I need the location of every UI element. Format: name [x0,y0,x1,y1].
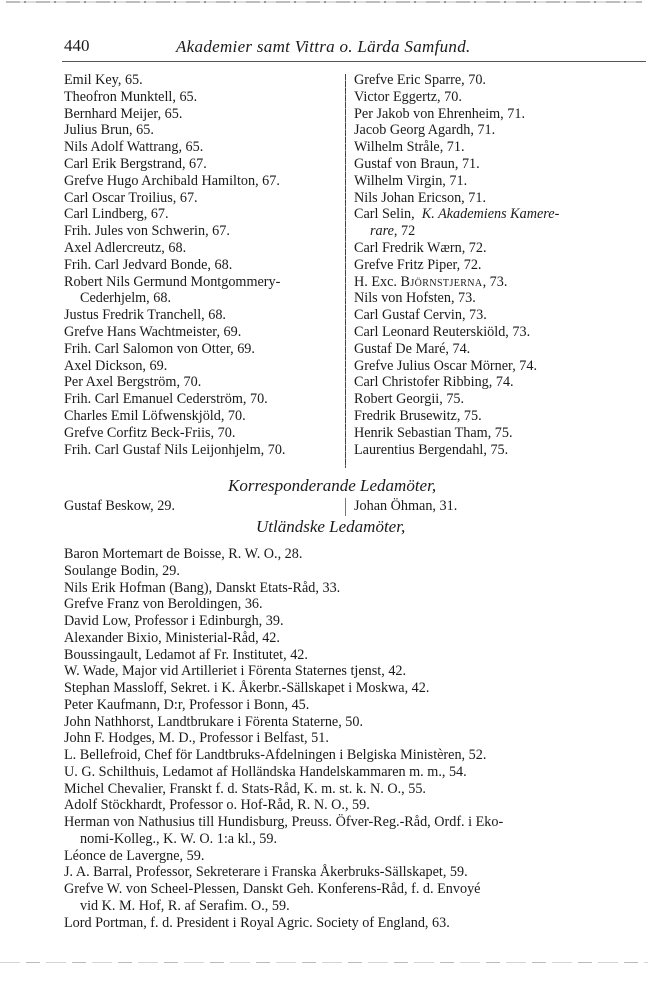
foreign-entry: David Low, Professor i Edinburgh, 39. [64,613,284,629]
foreign-entry: Alexander Bixio, Ministerial-Råd, 42. [64,629,280,646]
member-entry: Theofron Munktell, 65. [64,88,198,105]
section-heading-foreign: Utländske Ledamöter, [256,517,406,536]
foreign-entry: Grefve W. von Scheel-Plessen, Danskt Geh. Konferens-Råd, f. d. Envoyé [64,881,481,897]
member-entry: Justus Fredrik Tranchell, 68. [64,307,226,324]
foreign-members-list [64,546,648,931]
member-entry: Nils Johan Ericson, 71. [354,189,487,206]
member-entry: Axel Adlercreutz, 68. [64,239,187,256]
member-name-smallcaps: Björnstjerna [400,273,483,290]
foreign-entry: Soulange Bodin, 29. [64,562,180,579]
member-entry: Nils Adolf Wattrang, 65. [64,139,204,156]
member-title-cont: rare [370,223,394,240]
member-entry: Grefve Hugo Archibald Hamilton, 67. [64,172,280,189]
foreign-entry: Michel Chevalier, Franskt f. d. Stats-Råd, K. m. st. k. N. O., 55. [64,780,426,797]
member-entry: Carl Oscar Troilius, 67. [64,189,198,206]
foreign-entry: Baron Mortemart de Boisse, R. W. O., 28. [64,546,303,562]
member-entry: Axel Dickson, 69. [64,357,168,374]
member-entry: Bernhard Meijer, 65. [64,105,183,122]
header-rule [62,61,646,62]
foreign-entry: John F. Hodges, M. D., Professor i Belfast, 51. [64,730,329,747]
member-entry: Nils von Hofsten, 73. [354,290,476,307]
member-entry: Frih. Carl Salomon von Otter, 69. [64,340,255,357]
foreign-entry: U. G. Schilthuis, Ledamot af Holländska Handelskammaren m. m., 54. [64,763,467,780]
member-entry: Robert Georgii, 75. [354,391,465,408]
corresponding-entry: Johan Öhman, 31. [354,498,458,514]
member-entry-continuation [354,223,644,240]
member-entry: Carl Lindberg, 67. [64,206,169,223]
foreign-entry: Léonce de Lavergne, 59. [64,847,205,864]
member-name: Carl Selin, [354,206,415,223]
members-left-column [64,72,340,458]
member-entry: Carl Gustaf Cervin, 73. [354,307,487,324]
members-right-column [354,72,644,458]
foreign-entry: John Nathhorst, Landtbrukare i Förenta Staterne, 50. [64,713,364,730]
foreign-entry: Boussingault, Ledamot af Fr. Institutet, 42. [64,646,308,663]
page-header [64,36,646,62]
member-entry: Wilhelm Virgin, 71. [354,172,468,189]
member-entry [354,206,644,223]
scan-edge-top [6,1,642,3]
member-entry: Fredrik Brusewitz, 75. [354,407,482,424]
member-entry: Henrik Sebastian Tham, 75. [354,424,513,441]
foreign-entry: Herman von Nathusius till Hundisburg, Preuss. Öfver-Reg.-Råd, Ordf. i Eko- [64,814,504,830]
member-entry: Carl Leonard Reuterskiöld, 73. [354,323,531,340]
running-title: Akademier samt Vittra o. Lärda Samfund. [176,37,471,56]
member-entry: Per Axel Bergström, 70. [64,374,202,391]
member-entry: Frih. Carl Gustaf Nils Leijonhjelm, 70. [64,441,286,458]
member-entry: Per Jakob von Ehrenheim, 71. [354,105,526,122]
member-entry: Grefve Hans Wachtmeister, 69. [64,323,242,340]
foreign-entry: J. A. Barral, Professor, Sekreterare i Franska Åkerbruks-Sällskapet, 59. [64,864,468,881]
foreign-entry: W. Wade, Major vid Artilleriet i Förenta Staternes tjenst, 42. [64,663,407,680]
member-entry: Laurentius Bergendahl, 75. [354,441,509,458]
member-entry: Charles Emil Löfwenskjöld, 70. [64,407,246,424]
foreign-entry: Nils Erik Hofman (Bang), Danskt Etats-Råd, 33. [64,579,341,596]
member-entry: Julius Brun, 65. [64,122,154,139]
page-number: 440 [64,36,90,55]
member-entry: Frih. Carl Jedvard Bonde, 68. [64,256,233,273]
foreign-entry: L. Bellefroid, Chef för Landtbruks-Afdelningen i Belgiska Ministèren, 52. [64,747,487,763]
foreign-entry: Stephan Massloff, Sekret. i K. Åkerbr.-Sällskapet i Moskwa, 42. [64,680,430,696]
member-entry: Grefve Julius Oscar Mörner, 74. [354,357,538,374]
member-entry: Carl Christofer Ribbing, 74. [354,374,514,391]
member-entry: Frih. Carl Emanuel Cederström, 70. [64,391,268,408]
member-entry: Carl Erik Bergstrand, 67. [64,155,207,172]
member-entry: Wilhelm Stråle, 71. [354,139,465,156]
member-entry: Carl Fredrik Wærn, 72. [354,239,487,256]
member-entry: Frih. Jules von Schwerin, 67. [64,223,230,240]
member-entry: Grefve Fritz Piper, 72. [354,256,482,273]
column-divider [345,498,346,516]
member-entry: Grefve Eric Sparre, 70. [354,72,486,88]
foreign-entry-continuation: vid K. M. Hof, R. af Serafim. O., 59. [80,897,290,914]
corresponding-entry: Gustaf Beskow, 29. [64,498,175,514]
member-entry: Emil Key, 65. [64,72,143,88]
member-entry: Jacob Georg Agardh, 71. [354,122,496,139]
scan-edge-bottom [0,962,648,963]
member-title: K. Akademiens Kamere- [421,206,560,223]
foreign-entry: Grefve Franz von Beroldingen, 36. [64,596,263,613]
member-entry-continuation: Cederhjelm, 68. [80,290,172,307]
foreign-entry: Peter Kaufmann, D:r, Professor i Bonn, 45. [64,696,310,713]
foreign-entry-continuation: nomi-Kolleg., K. W. O. 1:a kl., 59. [80,830,278,847]
column-divider [345,74,346,468]
member-honorific: H. Exc. [354,273,397,290]
member-entry: Grefve Corfitz Beck-Friis, 70. [64,424,236,441]
section-heading-corresponding: Korresponderande Ledamöter, [228,476,437,495]
member-year: , 72 [393,223,416,240]
member-entry: Gustaf De Maré, 74. [354,340,471,357]
member-year: , 73. [482,273,508,290]
foreign-entry: Lord Portman, f. d. President i Royal Agric. Society of England, 63. [64,914,450,931]
member-entry [354,274,644,291]
member-entry: Gustaf von Braun, 71. [354,155,480,172]
foreign-entry: Adolf Stöckhardt, Professor o. Hof-Råd, R. N. O., 59. [64,797,370,814]
member-entry: Victor Eggertz, 70. [354,88,462,105]
member-entry: Robert Nils Germund Montgommery- [64,273,281,290]
